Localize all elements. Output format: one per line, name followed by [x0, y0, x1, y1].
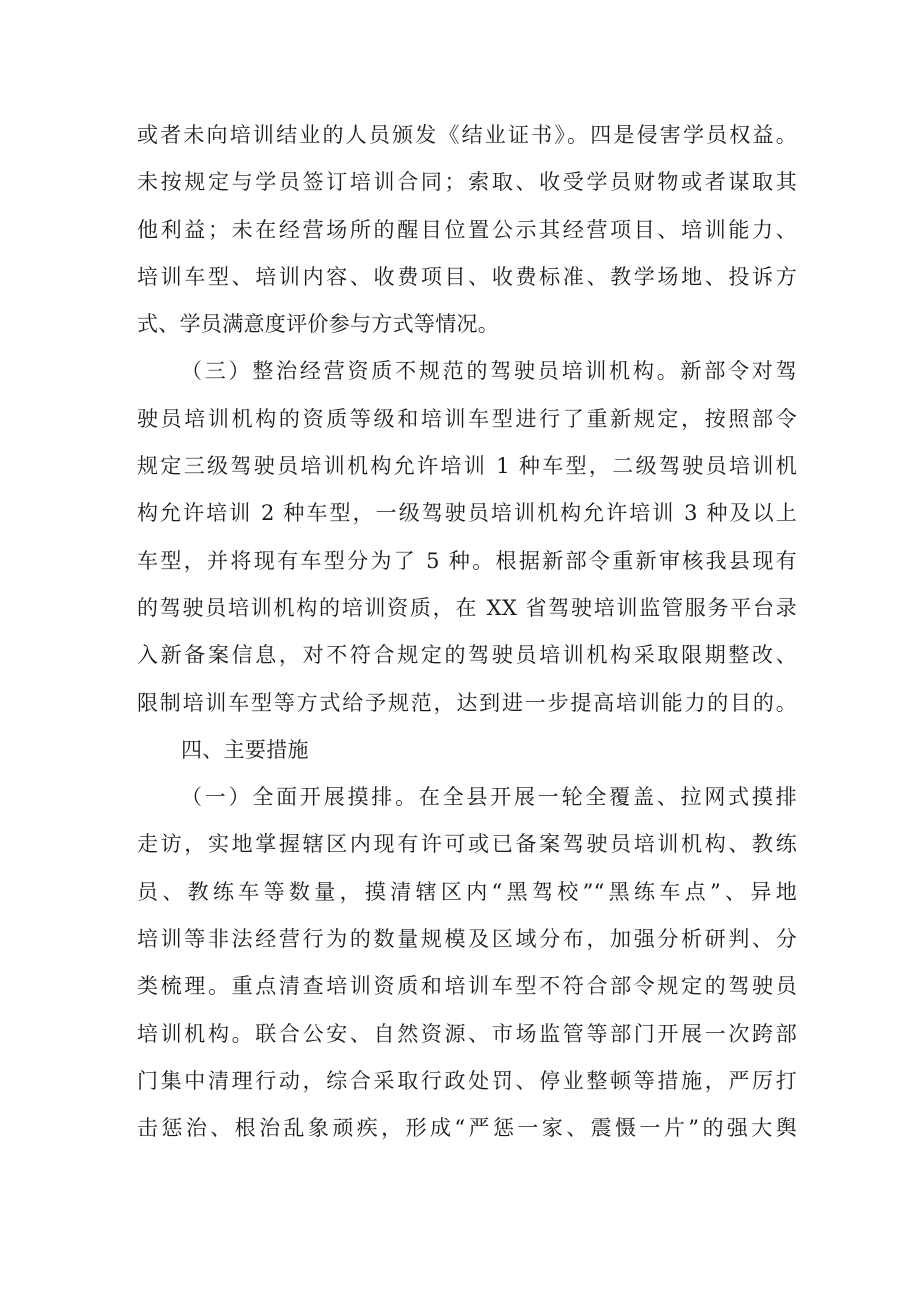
text-line: 门集中清理行动，综合采取行政处罚、停业整顿等措施，严厉打: [137, 1068, 797, 1093]
text-line: 击惩治、根治乱象顽疾，形成“严惩一家、震慑一片”的强大舆: [137, 1116, 797, 1141]
text-line: 的驾驶员培训机构的培训资质，在 XX 省驾驶培训监管服务平台录: [137, 595, 797, 620]
text-line: 规定三级驾驶员培训机构允许培训 1 种车型，二级驾驶员培训机: [137, 454, 797, 479]
text-line: 培训车型、培训内容、收费项目、收费标准、教学场地、投诉方: [137, 264, 797, 289]
text-line: 式、学员满意度评价参与方式等情况。: [137, 312, 500, 337]
text-line: 入新备案信息，对不符合规定的驾驶员培训机构采取限期整改、: [137, 643, 797, 668]
text-line: 未按规定与学员签订培训合同；索取、收受学员财物或者谋取其: [137, 170, 797, 195]
text-line: 他利益；未在经营场所的醒目位置公示其经营项目、培训能力、: [137, 217, 797, 242]
document-body: [137, 112, 797, 1153]
text-line: 限制培训车型等方式给予规范，达到进一步提高培训能力的目的。: [137, 690, 797, 715]
text-line: 构允许培训 2 种车型，一级驾驶员培训机构允许培训 3 种及以上: [137, 501, 797, 526]
text-line: 类梳理。重点清查培训资质和培训车型不符合部令规定的驾驶员: [137, 974, 797, 999]
text-line: 培训等非法经营行为的数量规模及区域分布，加强分析研判、分: [137, 927, 797, 952]
text-line: 员、教练车等数量，摸清辖区内“黑驾校”“黑练车点”、异地: [137, 879, 797, 904]
text-line: 驶员培训机构的资质等级和培训车型进行了重新规定，按照部令: [137, 406, 797, 431]
text-line: （三）整治经营资质不规范的驾驶员培训机构。新部令对驾: [181, 359, 797, 384]
text-line: 或者未向培训结业的人员颁发《结业证书》。四是侵害学员权益。: [137, 123, 797, 147]
text-line: 四、主要措施: [181, 737, 309, 762]
text-line: 培训机构。联合公安、自然资源、市场监管等部门开展一次跨部: [137, 1021, 797, 1046]
text-line: 车型，并将现有车型分为了 5 种。根据新部令重新审核我县现有: [137, 548, 797, 573]
text-line: （一）全面开展摸排。在全县开展一轮全覆盖、拉网式摸排: [181, 785, 797, 810]
text-line: 走访，实地掌握辖区内现有许可或已备案驾驶员培训机构、教练: [137, 832, 797, 857]
